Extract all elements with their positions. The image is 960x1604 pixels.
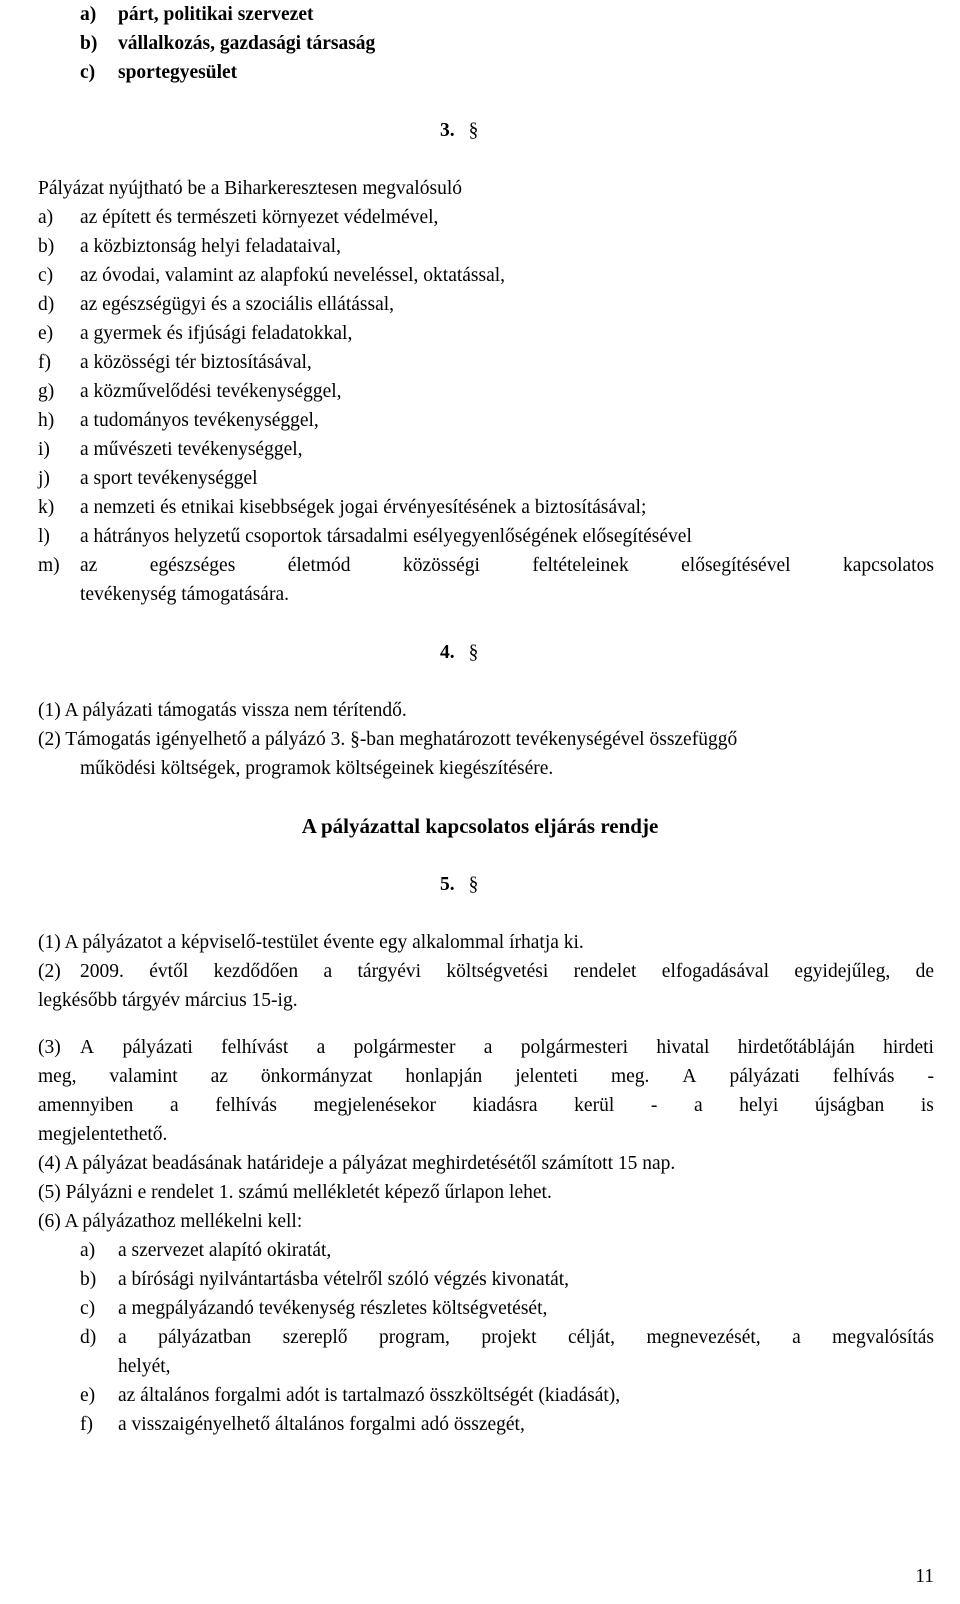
list-item: c) sportegyesület [80, 62, 238, 83]
list-item: f) a közösségi tér biztosításával, [38, 352, 312, 373]
paragraph-label: (2) [38, 961, 61, 982]
paragraph: (1) A pályázatot a képviselő-testület évente egy alkalommal írhatja ki. [38, 932, 584, 953]
list-item: a) a szervezet alapító okiratát, [80, 1240, 332, 1261]
paragraph-justified: meg, valamint az önkormányzat honlapján jelenteti meg. A pályázati felhívás - [38, 1066, 934, 1087]
list-item: b) vállalkozás, gazdasági társaság [80, 33, 376, 54]
list-item-continuation: tevékenység támogatására. [80, 584, 289, 605]
section-intro: Pályázat nyújtható be a Biharkeresztesen megvalósuló [38, 178, 462, 199]
section-heading-5: 5. § [440, 870, 478, 899]
list-item: k) a nemzeti és etnikai kisebbségek jogai érvényesítésének a biztosításával; [38, 497, 647, 518]
paragraph: (2) Támogatás igényelhető a pályázó 3. §-ban meghatározott tevékenységével összefüggő [38, 729, 738, 750]
section-symbol: § [468, 120, 479, 141]
list-item: c) az óvodai, valamint az alapfokú neveléssel, oktatással, [38, 265, 506, 286]
list-item-continuation: helyét, [118, 1356, 171, 1377]
list-item: e) az általános forgalmi adót is tartalmazó összköltségét (kiadását), [80, 1385, 621, 1406]
paragraph: (5) Pályázni e rendelet 1. számú mellékletét képező űrlapon lehet. [38, 1182, 552, 1203]
list-item: f) a visszaigényelhető általános forgalmi adó összegét, [80, 1414, 525, 1435]
section-symbol: § [468, 874, 479, 895]
paragraph: (4) A pályázat beadásának határideje a pályázat meghirdetésétől számított 15 nap. [38, 1153, 676, 1174]
section-symbol: § [468, 642, 479, 663]
list-item: b) a bírósági nyilvántartásba vételről szóló végzés kivonatát, [80, 1269, 570, 1290]
list-item: i) a művészeti tevékenységgel, [38, 439, 303, 460]
list-item: h) a tudományos tevékenységgel, [38, 410, 319, 431]
list-item: a) párt, politikai szervezet [80, 4, 314, 25]
list-item: e) a gyermek és ifjúsági feladatokkal, [38, 323, 353, 344]
paragraph-continuation: megjelentethető. [38, 1124, 168, 1145]
paragraph: (1) A pályázati támogatás vissza nem térítendő. [38, 700, 407, 721]
list-item: a) az épített és természeti környezet védelmével, [38, 207, 439, 228]
list-item: d) az egészségügyi és a szociális ellátással, [38, 294, 395, 315]
section-heading-4: 4. § [440, 638, 478, 667]
list-item-label: m) [38, 555, 60, 576]
paragraph-justified: amennyiben a felhívás megjelenésekor kiadásra kerül - a helyi újságban is [38, 1095, 934, 1116]
paragraph-label: (3) [38, 1037, 61, 1058]
list-item: g) a közművelődési tevékenységgel, [38, 381, 342, 402]
list-item: j) a sport tevékenységgel [38, 468, 258, 489]
list-item-justified: az egészséges életmód közösségi feltételeinek elősegítésével kapcsolatos [80, 555, 934, 576]
list-item-justified: a pályázatban szereplő program, projekt célját, megnevezését, a megvalósítás [118, 1327, 934, 1348]
list-item: l) a hátrányos helyzetű csoportok társadalmi esélyegyenlőségének elősegítésével [38, 526, 692, 547]
page-title: A pályázattal kapcsolatos eljárás rendje [301, 814, 659, 838]
paragraph: (6) A pályázathoz mellékelni kell: [38, 1211, 303, 1232]
paragraph-justified: 2009. évtől kezdődően a tárgyévi költségvetési rendelet elfogadásával egyidejűleg, de [80, 961, 934, 982]
list-item: b) a közbiztonság helyi feladataival, [38, 236, 341, 257]
section-heading-3: 3. § [440, 116, 478, 145]
list-item-label: d) [80, 1327, 97, 1348]
list-item: c) a megpályázandó tevékenység részletes költségvetését, [80, 1298, 548, 1319]
page-number: 11 [915, 1566, 934, 1587]
paragraph-continuation: legkésőbb tárgyév március 15-ig. [38, 990, 298, 1011]
paragraph-continuation: működési költségek, programok költségeinek kiegészítésére. [80, 758, 554, 779]
paragraph-justified: A pályázati felhívást a polgármester a polgármesteri hivatal hirdetőtábláján hirdeti [80, 1037, 934, 1058]
